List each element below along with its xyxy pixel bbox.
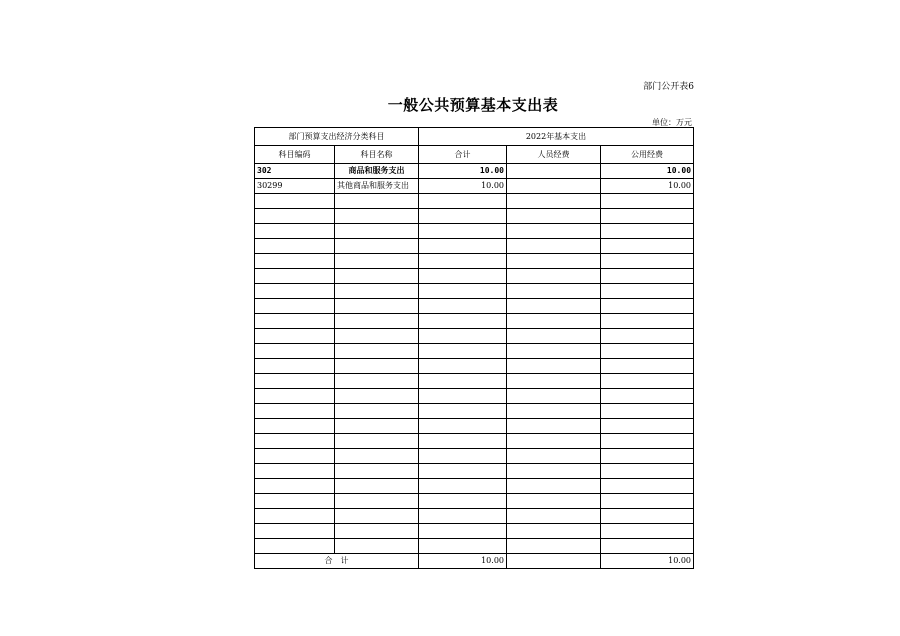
empty-cell <box>601 254 694 269</box>
empty-cell <box>335 254 419 269</box>
empty-cell <box>335 344 419 359</box>
empty-cell <box>419 389 507 404</box>
empty-cell <box>419 479 507 494</box>
empty-row <box>255 359 694 374</box>
empty-cell <box>507 359 601 374</box>
empty-cell <box>507 479 601 494</box>
empty-cell <box>255 464 335 479</box>
row-public: 10.00 <box>601 164 694 179</box>
empty-cell <box>335 374 419 389</box>
empty-cell <box>601 434 694 449</box>
row-total: 10.00 <box>419 179 507 194</box>
empty-cell <box>507 449 601 464</box>
empty-cell <box>335 404 419 419</box>
empty-row <box>255 239 694 254</box>
empty-cell <box>507 209 601 224</box>
form-number: 部门公开表6 <box>643 82 694 92</box>
empty-cell <box>419 374 507 389</box>
empty-cell <box>419 314 507 329</box>
empty-cell <box>601 449 694 464</box>
table-row <box>255 164 694 179</box>
empty-cell <box>419 449 507 464</box>
empty-cell <box>335 389 419 404</box>
empty-row <box>255 299 694 314</box>
empty-cell <box>507 464 601 479</box>
empty-cell <box>419 194 507 209</box>
empty-cell <box>335 314 419 329</box>
total-public: 10.00 <box>601 554 694 569</box>
empty-cell <box>601 539 694 554</box>
empty-cell <box>507 344 601 359</box>
empty-cell <box>255 359 335 374</box>
empty-cell <box>601 389 694 404</box>
empty-row <box>255 419 694 434</box>
empty-cell <box>335 224 419 239</box>
empty-cell <box>507 494 601 509</box>
empty-cell <box>335 239 419 254</box>
empty-cell <box>419 254 507 269</box>
empty-cell <box>419 509 507 524</box>
empty-row <box>255 389 694 404</box>
empty-cell <box>507 284 601 299</box>
empty-cell <box>419 494 507 509</box>
empty-cell <box>419 539 507 554</box>
empty-cell <box>255 344 335 359</box>
empty-row <box>255 209 694 224</box>
empty-row <box>255 479 694 494</box>
header-personnel: 人员经费 <box>507 146 601 164</box>
empty-cell <box>601 359 694 374</box>
empty-cell <box>507 239 601 254</box>
empty-cell <box>419 524 507 539</box>
header-basic-expenditure: 2022年基本支出 <box>419 128 694 146</box>
row-public: 10.00 <box>601 179 694 194</box>
empty-row <box>255 374 694 389</box>
empty-cell <box>419 224 507 239</box>
empty-cell <box>255 284 335 299</box>
empty-cell <box>255 329 335 344</box>
empty-cell <box>255 524 335 539</box>
empty-cell <box>601 329 694 344</box>
empty-cell <box>255 194 335 209</box>
empty-row <box>255 449 694 464</box>
empty-cell <box>335 284 419 299</box>
empty-cell <box>507 419 601 434</box>
empty-cell <box>335 479 419 494</box>
empty-cell <box>601 299 694 314</box>
header-group-row <box>255 128 694 146</box>
empty-cell <box>255 389 335 404</box>
empty-row <box>255 284 694 299</box>
empty-cell <box>419 464 507 479</box>
empty-cell <box>419 344 507 359</box>
empty-cell <box>507 329 601 344</box>
empty-cell <box>335 464 419 479</box>
row-name: 商品和服务支出 <box>335 164 419 179</box>
empty-cell <box>419 299 507 314</box>
total-row <box>255 554 694 569</box>
empty-cell <box>507 389 601 404</box>
empty-cell <box>419 269 507 284</box>
empty-row <box>255 494 694 509</box>
header-column-row <box>255 146 694 164</box>
empty-row <box>255 224 694 239</box>
empty-cell <box>335 299 419 314</box>
empty-row <box>255 314 694 329</box>
row-code: 30299 <box>255 179 335 194</box>
row-name: 其他商品和服务支出 <box>335 179 419 194</box>
empty-cell <box>335 539 419 554</box>
empty-cell <box>419 434 507 449</box>
empty-cell <box>335 419 419 434</box>
empty-cell <box>601 404 694 419</box>
empty-cell <box>419 359 507 374</box>
empty-cell <box>255 209 335 224</box>
empty-cell <box>601 464 694 479</box>
empty-cell <box>335 509 419 524</box>
empty-cell <box>255 419 335 434</box>
row-total: 10.00 <box>419 164 507 179</box>
empty-cell <box>335 269 419 284</box>
empty-cell <box>335 359 419 374</box>
empty-cell <box>601 239 694 254</box>
empty-cell <box>507 314 601 329</box>
empty-cell <box>507 194 601 209</box>
empty-row <box>255 404 694 419</box>
empty-cell <box>255 404 335 419</box>
empty-cell <box>419 329 507 344</box>
empty-cell <box>335 449 419 464</box>
empty-cell <box>601 374 694 389</box>
empty-cell <box>419 239 507 254</box>
empty-row <box>255 254 694 269</box>
empty-cell <box>601 494 694 509</box>
table-row <box>255 179 694 194</box>
empty-cell <box>601 284 694 299</box>
empty-cell <box>507 299 601 314</box>
empty-row <box>255 194 694 209</box>
empty-cell <box>507 434 601 449</box>
empty-cell <box>419 209 507 224</box>
total-label: 合 计 <box>255 554 419 569</box>
table-body <box>255 164 694 554</box>
row-personnel <box>507 179 601 194</box>
empty-cell <box>601 314 694 329</box>
empty-cell <box>255 494 335 509</box>
header-economic-category: 部门预算支出经济分类科目 <box>255 128 419 146</box>
empty-cell <box>601 224 694 239</box>
empty-cell <box>507 374 601 389</box>
empty-cell <box>255 299 335 314</box>
empty-row <box>255 269 694 284</box>
empty-cell <box>255 374 335 389</box>
header-public: 公用经费 <box>601 146 694 164</box>
empty-cell <box>419 284 507 299</box>
empty-cell <box>255 539 335 554</box>
budget-table <box>254 127 694 569</box>
empty-row <box>255 344 694 359</box>
row-personnel <box>507 164 601 179</box>
empty-cell <box>507 509 601 524</box>
empty-cell <box>335 329 419 344</box>
empty-cell <box>255 314 335 329</box>
empty-cell <box>255 509 335 524</box>
empty-cell <box>255 269 335 284</box>
empty-row <box>255 434 694 449</box>
empty-row <box>255 539 694 554</box>
row-code: 302 <box>255 164 335 179</box>
empty-cell <box>507 224 601 239</box>
total-personnel <box>507 554 601 569</box>
empty-cell <box>507 404 601 419</box>
empty-cell <box>601 524 694 539</box>
empty-cell <box>507 524 601 539</box>
empty-cell <box>507 269 601 284</box>
empty-cell <box>601 419 694 434</box>
empty-cell <box>255 434 335 449</box>
total-total: 10.00 <box>419 554 507 569</box>
empty-row <box>255 464 694 479</box>
empty-cell <box>255 239 335 254</box>
empty-cell <box>255 254 335 269</box>
empty-cell <box>335 494 419 509</box>
empty-cell <box>335 194 419 209</box>
empty-cell <box>255 224 335 239</box>
empty-row <box>255 524 694 539</box>
empty-cell <box>335 209 419 224</box>
header-name: 科目名称 <box>335 146 419 164</box>
page-title: 一般公共预算基本支出表 <box>387 96 559 114</box>
empty-cell <box>601 209 694 224</box>
empty-cell <box>601 194 694 209</box>
empty-cell <box>507 539 601 554</box>
empty-cell <box>255 449 335 464</box>
empty-cell <box>601 509 694 524</box>
header-total: 合计 <box>419 146 507 164</box>
empty-cell <box>255 479 335 494</box>
empty-cell <box>335 524 419 539</box>
empty-cell <box>419 419 507 434</box>
unit-label: 单位：万元 <box>652 118 692 127</box>
empty-cell <box>335 434 419 449</box>
header-code: 科目编码 <box>255 146 335 164</box>
empty-row <box>255 509 694 524</box>
empty-cell <box>601 269 694 284</box>
empty-cell <box>601 479 694 494</box>
empty-cell <box>419 404 507 419</box>
empty-cell <box>507 254 601 269</box>
empty-cell <box>601 344 694 359</box>
empty-row <box>255 329 694 344</box>
